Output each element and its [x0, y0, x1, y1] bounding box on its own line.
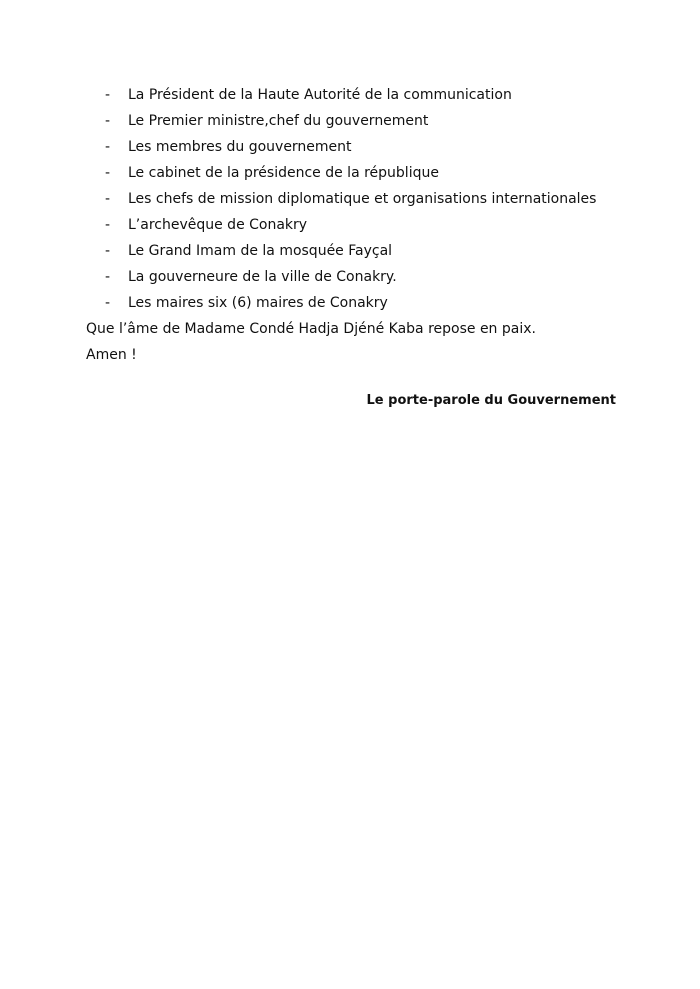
- prayer-paragraph: Que l’âme de Madame Condé Hadja Djéné Kaba repose en paix.: [86, 321, 536, 337]
- list-item-marker: -: [105, 191, 111, 207]
- list-item-text: L’archevêque de Conakry: [128, 217, 308, 233]
- list-item-text: Le Premier ministre,chef du gouvernement: [128, 113, 429, 129]
- recipient-list: [105, 84, 665, 318]
- list-item: [105, 84, 665, 110]
- list-item-marker: -: [105, 139, 111, 155]
- list-item: [105, 266, 665, 292]
- list-item-text: Le Grand Imam de la mosquée Fayçal: [128, 243, 393, 259]
- list-item-marker: -: [105, 165, 111, 181]
- list-item: [105, 136, 665, 162]
- list-item-text: La gouverneure de la ville de Conakry.: [128, 269, 397, 285]
- list-item-marker: -: [105, 217, 111, 233]
- list-item-text: Le cabinet de la présidence de la république: [128, 165, 439, 181]
- list-item-text: Les maires six (6) maires de Conakry: [128, 295, 388, 311]
- list-item: [105, 292, 665, 318]
- amen-paragraph: Amen !: [86, 347, 137, 363]
- signature-line: Le porte-parole du Gouvernement: [366, 393, 616, 408]
- list-item: [105, 240, 665, 266]
- list-item-marker: -: [105, 243, 111, 259]
- list-item-marker: -: [105, 87, 111, 103]
- list-item-marker: -: [105, 269, 111, 285]
- list-item-marker: -: [105, 113, 111, 129]
- list-item-text: Les chefs de mission diplomatique et organisations internationales: [128, 191, 597, 207]
- list-item-text: Les membres du gouvernement: [128, 139, 352, 155]
- list-item-text: La Président de la Haute Autorité de la communication: [128, 87, 512, 103]
- list-item-marker: -: [105, 295, 111, 311]
- list-item: [105, 214, 665, 240]
- list-item: [105, 162, 665, 188]
- list-item: [105, 188, 665, 214]
- list-item: [105, 110, 665, 136]
